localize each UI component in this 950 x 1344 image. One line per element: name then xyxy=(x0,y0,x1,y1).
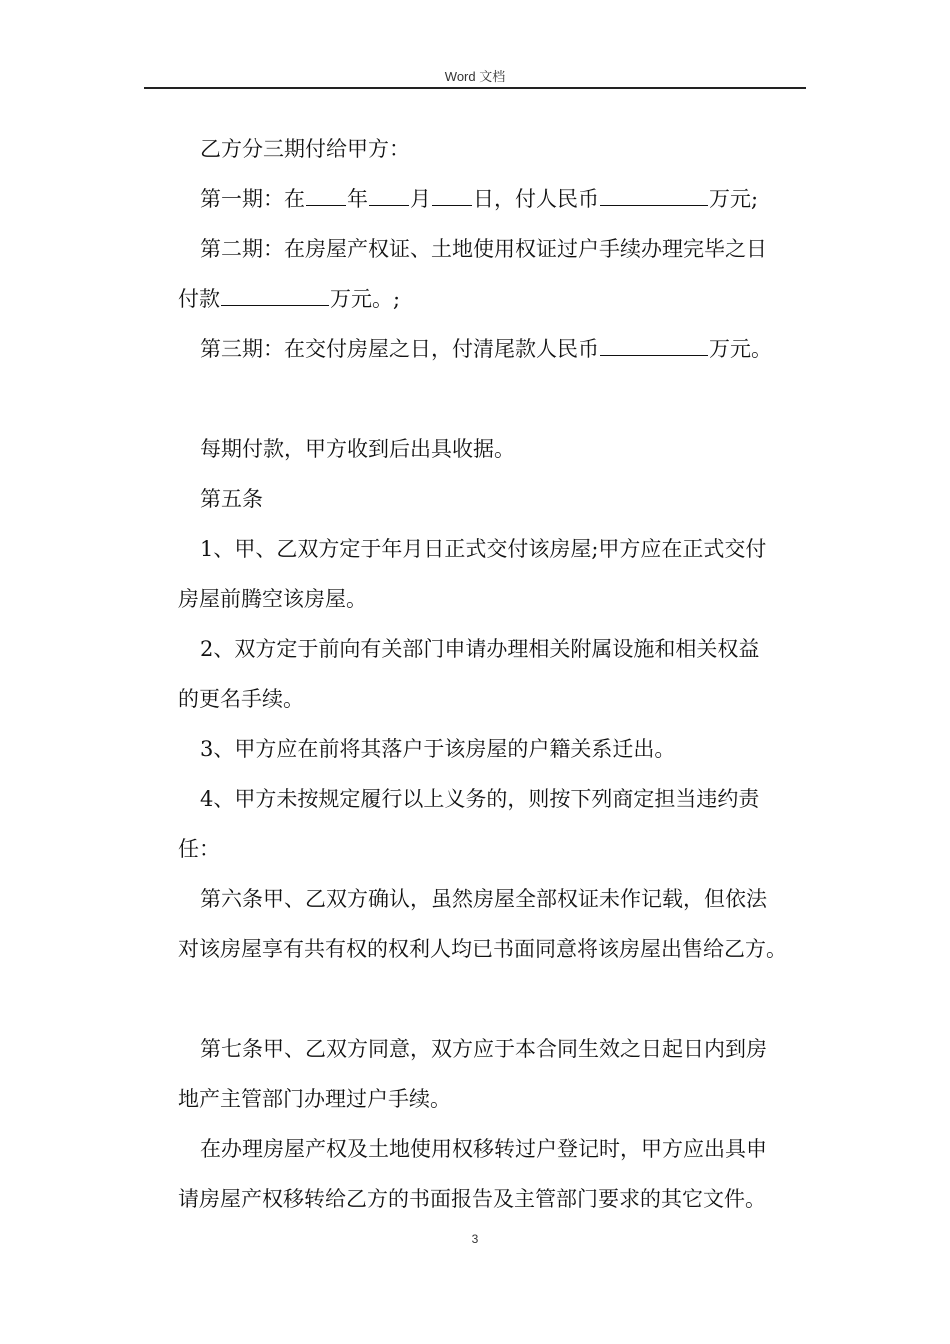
paragraph-line: 地产主管部门办理过户手续。 xyxy=(178,1087,451,1111)
paragraph-line: 每期付款，甲方收到后出具收据。 xyxy=(200,437,515,461)
text-segment: 第一期：在 xyxy=(200,187,305,211)
paragraph-line: 3、甲方应在前将其落户于该房屋的户籍关系迁出。 xyxy=(200,737,676,761)
paragraph-line-second-installment xyxy=(178,285,400,313)
paragraph-line: 乙方分三期付给甲方： xyxy=(200,137,410,161)
text-segment: 年 xyxy=(347,187,368,211)
fill-blank-amount[interactable] xyxy=(600,185,708,206)
section-heading: 第五条 xyxy=(200,487,263,511)
text-segment: 第三期：在交付房屋之日，付清尾款人民币 xyxy=(200,337,599,361)
paragraph-line: 第六条甲、乙双方确认，虽然房屋全部权证未作记载，但依法 xyxy=(200,887,767,911)
paragraph-line-third-installment xyxy=(200,335,772,363)
paragraph-line: 4、甲方未按规定履行以上义务的，则按下列商定担当违约责 xyxy=(200,787,760,811)
paragraph-line: 2、双方定于前向有关部门申请办理相关附属设施和相关权益 xyxy=(200,637,760,661)
paragraph-line-first-installment xyxy=(200,185,758,213)
paragraph-line: 第二期：在房屋产权证、土地使用权证过户手续办理完毕之日 xyxy=(200,237,767,261)
paragraph-line: 对该房屋享有共有权的权利人均已书面同意将该房屋出售给乙方。 xyxy=(178,937,787,961)
text-segment: 万元; xyxy=(709,187,759,211)
paragraph-line: 请房屋产权移转给乙方的书面报告及主管部门要求的其它文件。 xyxy=(178,1187,766,1211)
text-segment: 万元。 xyxy=(709,337,772,361)
fill-blank-amount[interactable] xyxy=(221,285,329,306)
paragraph-line: 第七条甲、乙双方同意，双方应于本合同生效之日起日内到房 xyxy=(200,1037,767,1061)
fill-blank-month[interactable] xyxy=(369,185,409,206)
text-segment: 日，付人民币 xyxy=(473,187,599,211)
text-segment: 月 xyxy=(410,187,431,211)
paragraph-line: 任： xyxy=(178,837,220,861)
page-header: Word 文档 xyxy=(444,69,506,84)
text-segment: 付款 xyxy=(178,287,220,311)
header-divider xyxy=(144,87,806,89)
fill-blank-year[interactable] xyxy=(306,185,346,206)
page-number: 3 xyxy=(471,1232,479,1246)
paragraph-line: 在办理房屋产权及土地使用权移转过户登记时，甲方应出具申 xyxy=(200,1137,767,1161)
paragraph-line: 的更名手续。 xyxy=(178,687,304,711)
fill-blank-amount[interactable] xyxy=(600,335,708,356)
paragraph-line: 房屋前腾空该房屋。 xyxy=(178,587,367,611)
text-segment: 万元。; xyxy=(330,287,401,311)
paragraph-line: 1、甲、乙双方定于年月日正式交付该房屋;甲方应在正式交付 xyxy=(200,537,767,561)
fill-blank-day[interactable] xyxy=(432,185,472,206)
